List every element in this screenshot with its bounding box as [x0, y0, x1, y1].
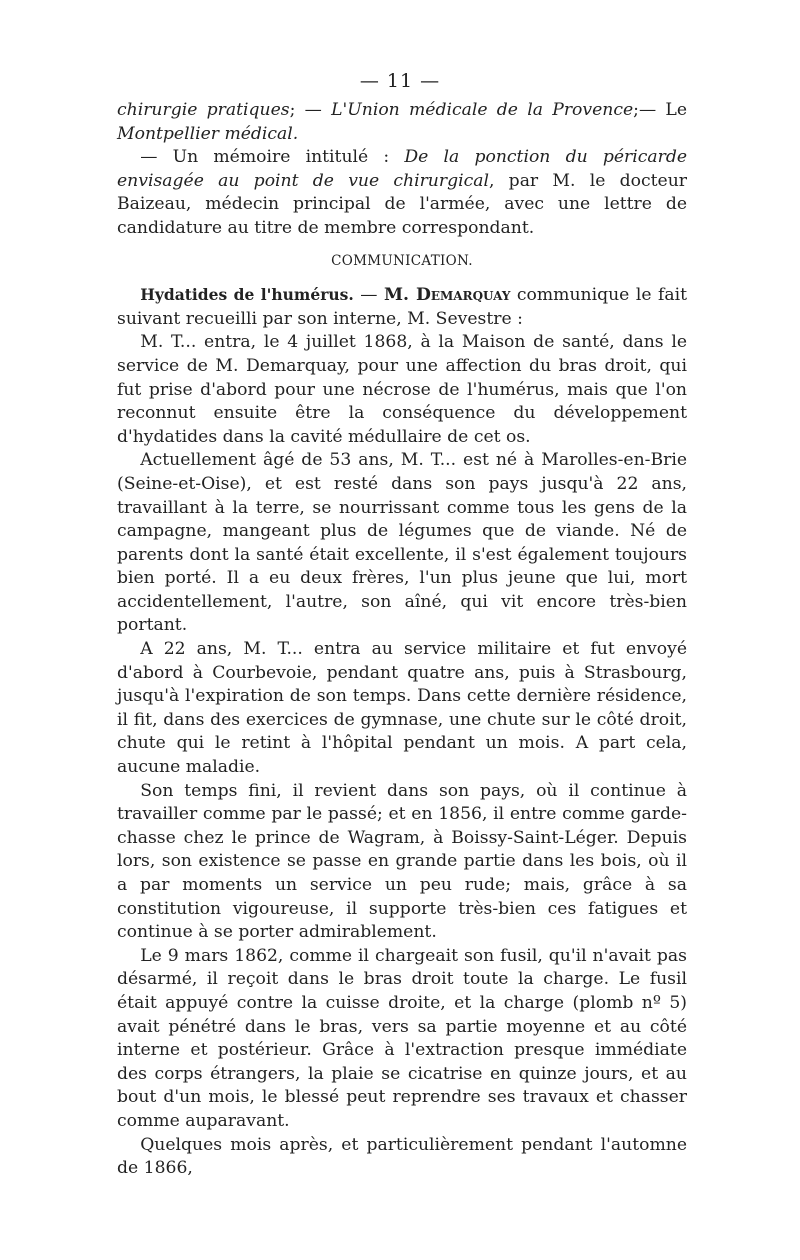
paragraph: A 22 ans, M. T... entra au service militaire et fut envoyé d'abord à Courbevoie, pendant quatre ans, puis à Strasbourg, jusqu'à l'expiration de son temps. Dans cette dernière résidence, il fit, dans des exercices de gymnase, une chute sur le côté droit, chute qui le retint à l'hôpital pendant un mois. A part cela, aucune maladie. — [117, 639, 687, 778]
paragraph: M. T... entra, le 4 juillet 1868, à la Maison de santé, dans le service de M. Demarquay, pour une affection du bras droit, qui fut prise d'abord pour une nécrose de l'humérus, mais que l'on reconnut ensuite être la conséquence du développement d'hydatides dans la cavité médullaire de cet os. — [117, 332, 687, 447]
italic-journal-title: chirurgie pratiques — [117, 100, 290, 120]
paragraph: Son temps fini, il revient dans son pays, où il continue à travailler comme par le passé; et en 1856, il entre comme garde-chasse chez le prince de Wagram, à Boissy-Saint-Léger. Depuis lors, son existence se passe en grande partie dans les bois, où il a par moments un service un peu rude; mais, grâce à sa constitution vigoureuse, il supporte très-bien ces fatigues et continue à se porter admirablement. — [117, 780, 687, 943]
italic-journal-title: L'Union médicale de la Provence — [331, 100, 634, 120]
text-run: ; — — [289, 100, 332, 120]
text-run: — Un mémoire intitulé : — [140, 147, 405, 168]
text-run: ;— Le — [633, 100, 687, 120]
paragraph: Actuellement âgé de 53 ans, M. T... est né à Marolles-en-Brie (Seine-et-Oise), et est resté dans son pays jusqu'à 22 ans, travaillant à la terre, se nourrissant comme tous les gens de la campagne, mangeant plus de légumes que de viande. Né de parents dont la santé était excellente, il s'est également toujours bien porté. Il a eu deux frères, l'un plus jeune que lui, mort accidentellement, l'autre, son aîné, qui vit encore très-bien portant. — [117, 450, 687, 636]
italic-journal-title: Montpellier médical. — [117, 123, 299, 144]
paragraph-memoir — [117, 146, 687, 240]
italic-memoir-title: De la ponction du péricarde envisagée au point de vue chirurgical — [117, 147, 687, 191]
paragraph-communication-intro — [117, 283, 687, 331]
run-in-heading: Hydatides de l'humérus. — [140, 285, 354, 305]
text-run: , par M. le docteur Baizeau, médecin principal de l'armée, avec une lettre de candidature au titre de membre correspondant. — [117, 170, 687, 238]
page-number: — 11 — — [359, 70, 441, 92]
text-run: communique le fait suivant recueilli par son interne, M. Sevestre : — [117, 285, 687, 329]
section-heading: COMMUNICATION. — [331, 252, 473, 269]
paragraph: Le 9 mars 1862, comme il chargeait son fusil, qu'il n'avait pas désarmé, il reçoit dans le bras droit toute la charge. Le fusil était appuyé contre la cuisse droite, et la charge (plomb nº 5) avait pénétré dans le bras, vers sa partie moyenne et au côté interne et postérieur. Grâce à l'extraction presque immédiate des corps étrangers, la plaie se cicatrise en quinze jours, et au bout d'un mois, le blessé peut reprendre ses travaux et chasser comme auparavant. — [117, 945, 687, 1131]
author-name: M. Demarquay — [383, 285, 511, 306]
paragraph: Quelques mois après, et particulièrement pendant l'automne de 1866, — [117, 1134, 687, 1179]
body-text — [117, 99, 687, 1181]
paragraph-journal-list — [117, 99, 687, 146]
text-run: — — [353, 285, 384, 306]
